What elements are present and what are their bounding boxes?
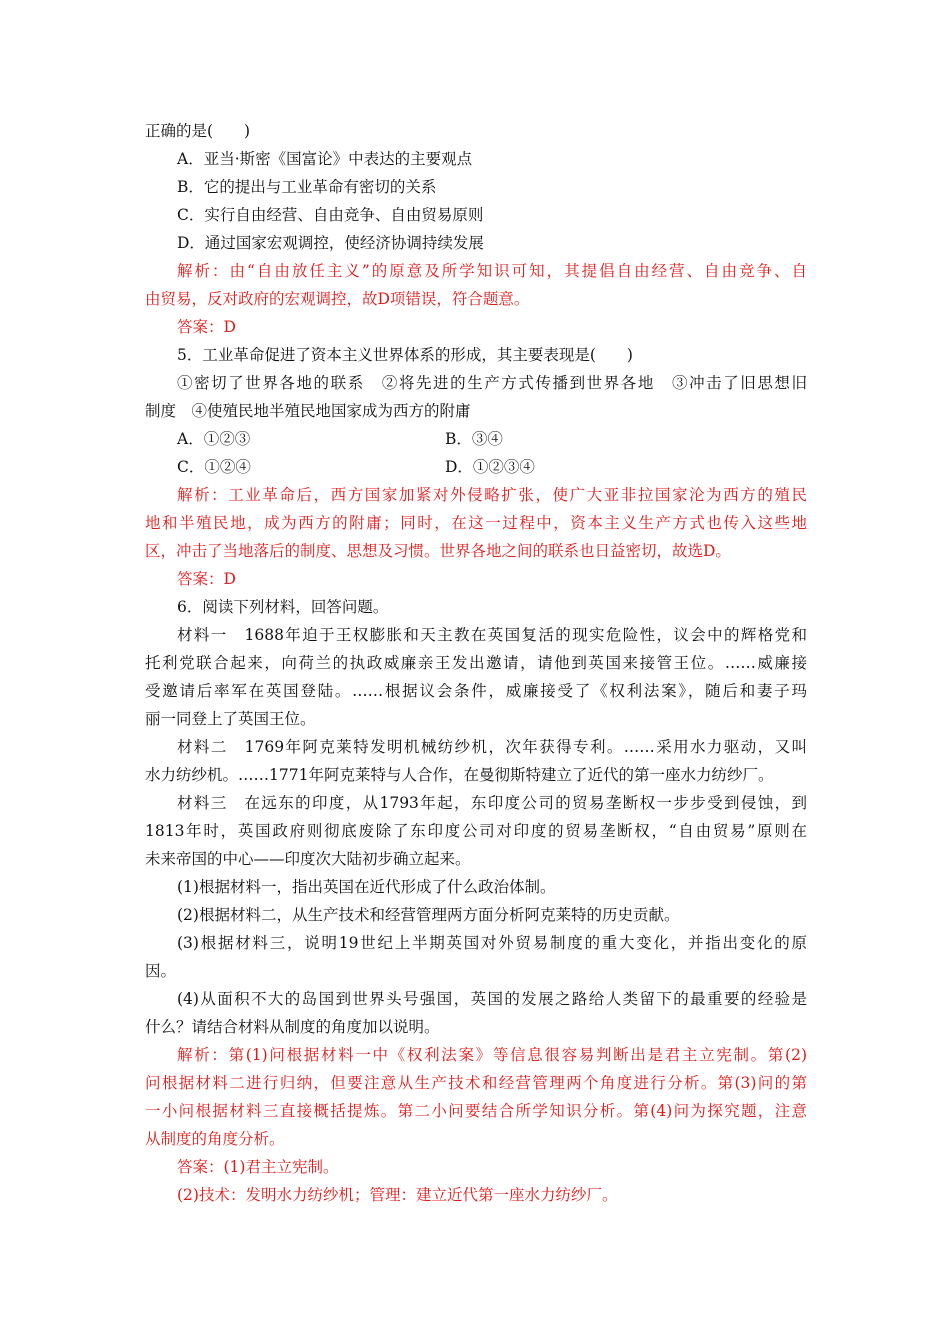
q4-option-c: C．实行自由经营、自由竞争、自由贸易原则 (177, 206, 484, 224)
q4-option-d: D．通过国家宏观调控，使经济协调持续发展 (177, 234, 484, 252)
sub-question-4-line-1: (4)从面积不大的岛国到世界头号强国，英国的发展之路给人类留下的最重要的经验是 (177, 990, 807, 1008)
q5-statements-line-2: 制度 ④使殖民地半殖民地国家成为西方的附庸 (145, 402, 471, 420)
material-2-line-1: 材料二 1769年阿克莱特发明机械纺纱机，次年获得专利。……采用水力驱动，又叫 (177, 738, 807, 756)
q6-answer-2: (2)技术：发明水力纺纱机；管理：建立近代第一座水力纺纱厂。 (177, 1186, 618, 1204)
q5-option-b: B．③④ (445, 430, 503, 448)
q5-option-d: D．①②③④ (445, 458, 535, 476)
material-1-line-1: 材料一 1688年迫于王权膨胀和天主教在英国复活的现实危险性，议会中的辉格党和 (177, 626, 807, 644)
q6-analysis-line-3: 一小问根据材料三直接概括提炼。第二小问要结合所学知识分析。第(4)问为探究题，注意 (145, 1102, 807, 1120)
q4-option-a: A．亚当·斯密《国富论》中表达的主要观点 (177, 150, 473, 168)
sub-question-2: (2)根据材料二，从生产技术和经营管理两方面分析阿克莱特的历史贡献。 (177, 906, 680, 924)
material-1-line-4: 丽一同登上了英国王位。 (145, 710, 316, 728)
material-1-line-3: 受邀请后率军在英国登陆。……根据议会条件，威廉接受了《权利法案》，随后和妻子玛 (145, 682, 807, 700)
q4-answer: 答案：D (177, 318, 236, 336)
material-3-line-2: 1813年时，英国政府则彻底废除了东印度公司对印度的贸易垄断权，“自由贸易”原则在 (145, 822, 807, 840)
q5-analysis-line-3: 区，冲击了当地落后的制度、思想及习惯。世界各地之间的联系也日益密切，故选D。 (145, 542, 731, 560)
q4-option-b: B．它的提出与工业革命有密切的关系 (177, 178, 437, 196)
q5-option-a: A．①②③ (177, 430, 251, 448)
material-3-line-1: 材料三 在远东的印度，从1793年起，东印度公司的贸易垄断权一步步受到侵蚀，到 (177, 794, 807, 812)
question-5-stem: 5．工业革命促进了资本主义世界体系的形成，其主要表现是( ) (177, 346, 633, 364)
q4-analysis-line-1: 解析：由“自由放任主义”的原意及所学知识可知，其提倡自由经营、自由竞争、自 (177, 262, 807, 280)
q6-analysis-line-2: 问根据材料二进行归纳，但要注意从生产技术和经营管理两个角度进行分析。第(3)问的第 (145, 1074, 807, 1092)
q5-analysis-line-2: 地和半殖民地，成为西方的附庸；同时，在这一过程中，资本主义生产方式也传入这些地 (145, 514, 807, 532)
material-3-line-3: 未来帝国的中心——印度次大陆初步确立起来。 (145, 850, 471, 868)
sub-question-4-line-2: 什么？请结合材料从制度的角度加以说明。 (145, 1018, 440, 1036)
q6-analysis-line-1: 解析：第(1)问根据材料一中《权利法案》等信息很容易判断出是君主立宪制。第(2) (177, 1046, 807, 1064)
question-6-stem: 6．阅读下列材料，回答问题。 (177, 598, 389, 616)
material-2-line-2: 水力纺纱机。……1771年阿克莱特与人合作，在曼彻斯特建立了近代的第一座水力纺纱厂。 (145, 766, 774, 784)
q6-answer-1: 答案：(1)君主立宪制。 (177, 1158, 339, 1176)
question-4-stem-end: 正确的是( ) (145, 122, 251, 140)
sub-question-3-line-1: (3)根据材料三，说明19世纪上半期英国对外贸易制度的重大变化，并指出变化的原 (177, 934, 807, 952)
q5-answer: 答案：D (177, 570, 236, 588)
sub-question-3-line-2: 因。 (145, 962, 177, 980)
q4-analysis-line-2: 由贸易，反对政府的宏观调控，故D项错误，符合题意。 (145, 290, 530, 308)
q6-analysis-line-4: 从制度的角度分析。 (145, 1130, 285, 1148)
q5-option-c: C．①②④ (177, 458, 251, 476)
material-1-line-2: 托利党联合起来，向荷兰的执政威廉亲王发出邀请，请他到英国来接管王位。……威廉接 (145, 654, 807, 672)
sub-question-1: (1)根据材料一，指出英国在近代形成了什么政治体制。 (177, 878, 556, 896)
q5-analysis-line-1: 解析：工业革命后，西方国家加紧对外侵略扩张，使广大亚非拉国家沦为西方的殖民 (177, 486, 807, 504)
q5-statements-line-1: ①密切了世界各地的联系 ②将先进的生产方式传播到世界各地 ③冲击了旧思想旧 (177, 374, 807, 392)
